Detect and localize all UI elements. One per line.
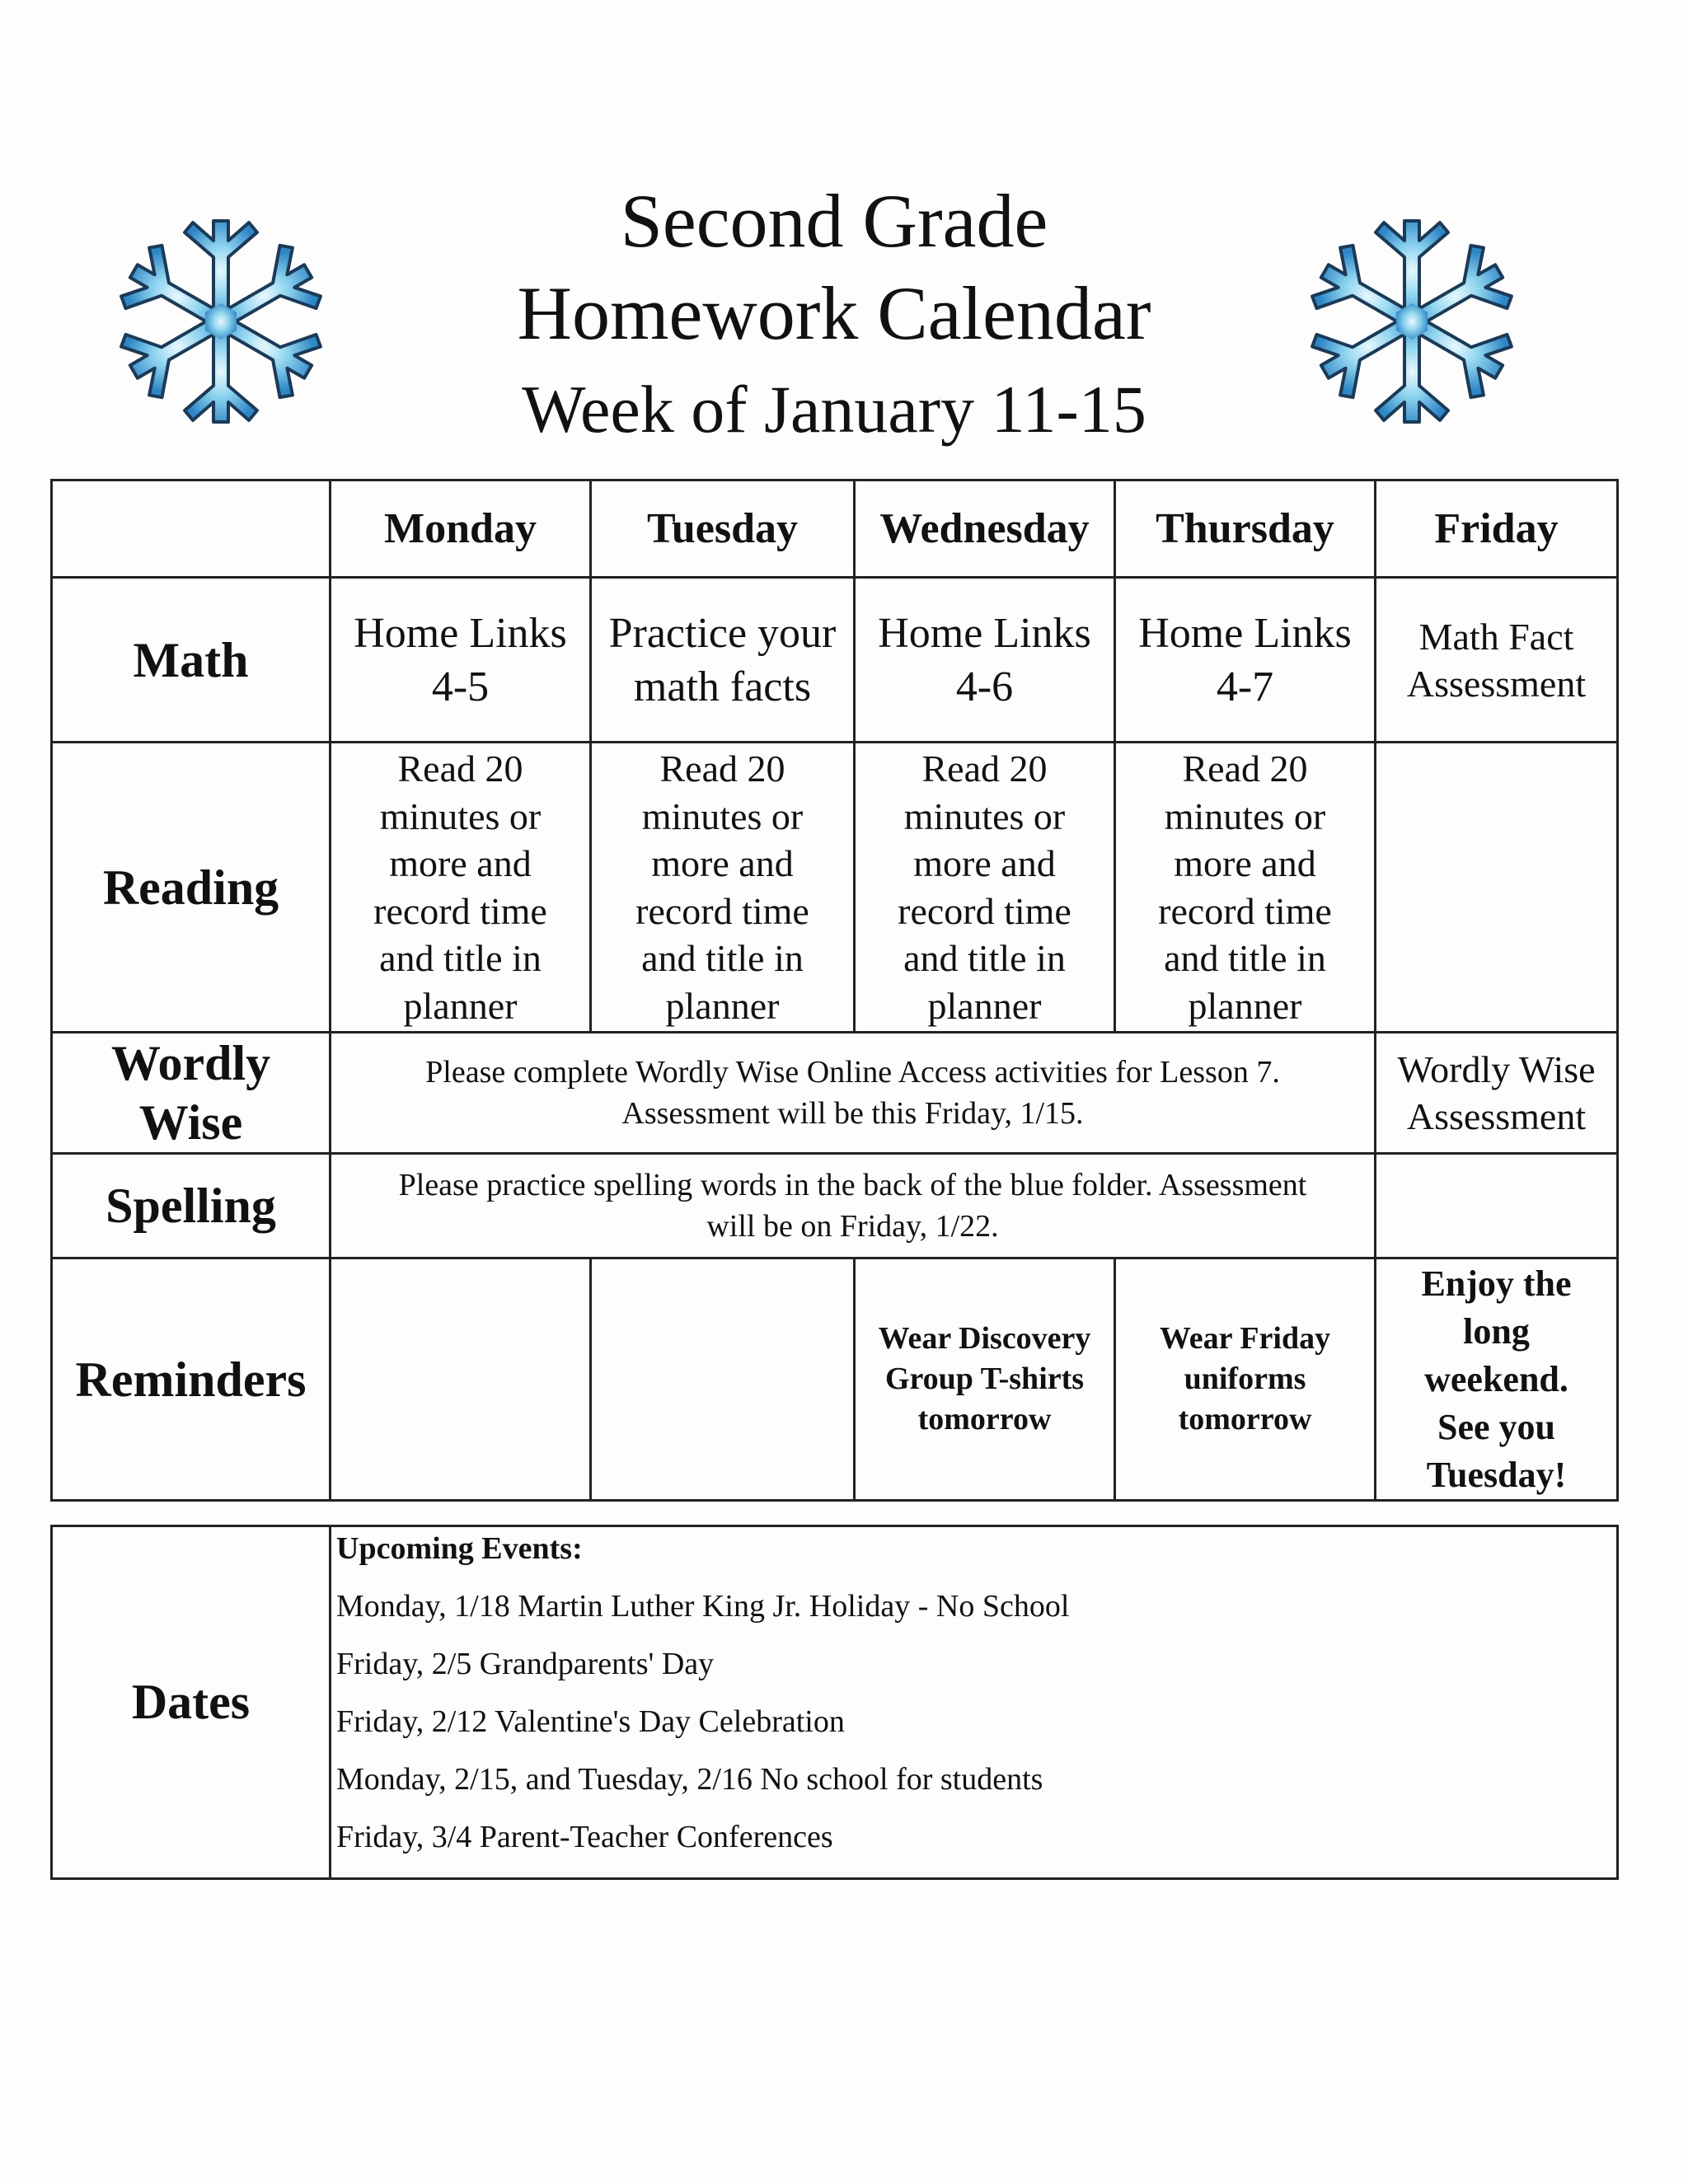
cell-line: Wordly Wise [1397, 1048, 1596, 1090]
table-row-spelling [52, 1154, 1618, 1258]
cell-line: record time [635, 889, 809, 932]
snowflake-icon [97, 214, 345, 429]
wordly-wise-instructions [331, 1033, 1376, 1154]
cell-line: and title in [903, 937, 1066, 979]
reading-monday [331, 743, 591, 1033]
wordly-wise-friday [1376, 1033, 1618, 1154]
spelling-instructions [331, 1154, 1376, 1258]
cell-line: minutes or [379, 794, 542, 837]
cell-line: Wear Discovery [878, 1321, 1091, 1356]
table-row-reminders [52, 1258, 1618, 1501]
cell-line: Math Fact [1418, 615, 1574, 658]
snowflake-icon [1288, 214, 1536, 429]
cell-line: uniforms [1184, 1361, 1306, 1396]
math-tuesday [591, 578, 855, 743]
reminders-wednesday [855, 1258, 1115, 1501]
corner-cell [52, 480, 331, 578]
cell-line: Home Links [354, 609, 567, 657]
cell-line: record time [373, 889, 547, 932]
cell-line: Practice your [608, 609, 837, 657]
upcoming-events-heading: Upcoming Events: [336, 1531, 583, 1566]
cell-line: 4-7 [1216, 663, 1274, 710]
cell-line: Read 20 [921, 748, 1048, 790]
row-header-wordly-wise [52, 1033, 331, 1154]
cell-line: Assessment [1406, 1095, 1587, 1137]
cell-line: Read 20 [397, 748, 523, 790]
cell-line: Wear Friday [1159, 1321, 1331, 1356]
cell-line: 4-6 [955, 663, 1014, 710]
dates-table [50, 1525, 1619, 1880]
math-monday [331, 578, 591, 743]
reading-wednesday [855, 743, 1115, 1033]
upcoming-events-cell [331, 1526, 1618, 1879]
day-header-thursday: Thursday [1115, 480, 1376, 578]
cell-line: tomorrow [917, 1402, 1052, 1436]
cell-line: more and [651, 842, 794, 884]
cell-line: math facts [633, 663, 812, 710]
reading-thursday [1115, 743, 1376, 1033]
homework-calendar-table [50, 479, 1619, 1502]
row-header-line: Wise [138, 1095, 243, 1150]
page-title: Second Grade [620, 179, 1048, 263]
event-item: Friday, 3/4 Parent-Teacher Conferences [336, 1820, 833, 1854]
math-friday [1376, 578, 1618, 743]
reminders-thursday [1115, 1258, 1376, 1501]
row-header-math: Math [52, 578, 331, 743]
cell-line: Home Links [878, 609, 1091, 657]
event-item: Monday, 1/18 Martin Luther King Jr. Holiday - No School [336, 1589, 1070, 1624]
cell-line: planner [927, 984, 1042, 1027]
page-title-line2: Homework Calendar [517, 271, 1151, 355]
row-header-spelling: Spelling [52, 1154, 331, 1258]
cell-line: Assessment [1406, 662, 1587, 705]
reminders-tuesday [591, 1258, 855, 1501]
cell-line: See you [1437, 1406, 1555, 1447]
reading-tuesday [591, 743, 855, 1033]
cell-line: Tuesday! [1426, 1454, 1567, 1495]
cell-line: Please complete Wordly Wise Online Access activities for Lesson 7. [425, 1055, 1280, 1090]
reading-friday [1376, 743, 1618, 1033]
table-row-dates [52, 1526, 1618, 1879]
cell-line: planner [403, 984, 518, 1027]
row-header-dates: Dates [52, 1526, 331, 1879]
cell-line: long [1463, 1310, 1530, 1352]
table-row-days [52, 480, 1618, 578]
cell-line: record time [898, 889, 1071, 932]
cell-line: Enjoy the [1421, 1263, 1572, 1304]
cell-line: Assessment will be this Friday, 1/15. [621, 1096, 1084, 1131]
cell-line: tomorrow [1178, 1402, 1312, 1436]
cell-line: more and [389, 842, 532, 884]
math-thursday [1115, 578, 1376, 743]
table-row-reading [52, 743, 1618, 1033]
cell-line: and title in [379, 937, 542, 979]
spelling-friday [1376, 1154, 1618, 1258]
cell-line: Group T-shirts [884, 1361, 1085, 1396]
row-header-reading: Reading [52, 743, 331, 1033]
row-header-line: Wordly [110, 1036, 271, 1090]
cell-line: more and [913, 842, 1056, 884]
page-subtitle: Week of January 11-15 [522, 372, 1146, 447]
cell-line: minutes or [903, 794, 1066, 837]
table-row-wordly-wise [52, 1033, 1618, 1154]
cell-line: minutes or [1164, 794, 1326, 837]
cell-line: Read 20 [659, 748, 785, 790]
event-item: Friday, 2/5 Grandparents' Day [336, 1647, 715, 1681]
cell-line: and title in [641, 937, 804, 979]
cell-line: and title in [1164, 937, 1326, 979]
day-header-friday: Friday [1376, 480, 1618, 578]
cell-line: minutes or [641, 794, 804, 837]
cell-line: Home Links [1138, 609, 1352, 657]
cell-line: will be on Friday, 1/22. [706, 1209, 999, 1244]
table-row-math [52, 578, 1618, 743]
reminders-friday [1376, 1258, 1618, 1501]
cell-line: Please practice spelling words in the back of the blue folder. Assessment [398, 1168, 1307, 1202]
cell-line: Read 20 [1182, 748, 1308, 790]
cell-line: planner [1188, 984, 1302, 1027]
day-header-monday: Monday [331, 480, 591, 578]
day-header-tuesday: Tuesday [591, 480, 855, 578]
row-header-reminders: Reminders [52, 1258, 331, 1501]
cell-line: record time [1158, 889, 1332, 932]
cell-line: 4-5 [431, 663, 490, 710]
cell-line: weekend. [1424, 1358, 1568, 1399]
event-item: Monday, 2/15, and Tuesday, 2/16 No school for students [336, 1762, 1043, 1797]
day-header-wednesday: Wednesday [855, 480, 1115, 578]
math-wednesday [855, 578, 1115, 743]
cell-line: planner [665, 984, 780, 1027]
reminders-monday [331, 1258, 591, 1501]
event-item: Friday, 2/12 Valentine's Day Celebration [336, 1704, 845, 1739]
cell-line: more and [1174, 842, 1316, 884]
page-header [349, 175, 1319, 457]
